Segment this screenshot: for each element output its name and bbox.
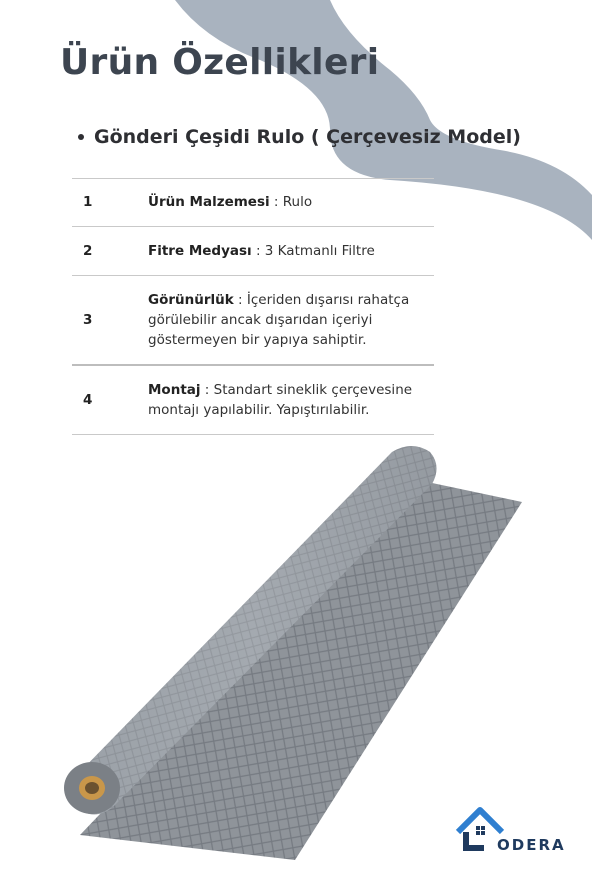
spec-description [146,178,434,227]
spec-label: Ürün Malzemesi [148,194,270,210]
page-title: Ürün Özellikleri [60,42,380,83]
spec-separator: : [233,292,247,308]
spec-row [72,178,434,227]
spec-value: Rulo [282,194,313,210]
spec-number: 1 [83,194,93,210]
spec-value: İçeriden dışarısı rahatça görülebilir ancak dışarıdan içeriyi göstermeyen bir yapıya sahiptir. [148,292,410,348]
spec-label: Fitre Medyası [148,243,252,259]
spec-label: Görünürlük [148,292,234,308]
spec-separator: : [269,194,283,210]
bullet-dot-icon [78,134,84,140]
spec-value: Standart sineklik çerçevesine montajı yapılabilir. Yapıştırılabilir. [148,382,413,418]
spec-row [72,365,434,435]
delivery-type-bullet [78,126,521,148]
spec-separator: : [200,382,214,398]
delivery-type-text: Gönderi Çeşidi Rulo ( Çerçevesiz Model) [94,126,521,148]
spec-value: 3 Katmanlı Filtre [264,243,375,259]
spec-label: Montaj [148,382,201,398]
spec-separator: : [251,243,265,259]
spec-description [146,365,434,435]
spec-row [72,276,434,366]
spec-description [146,227,434,276]
spec-number: 3 [83,312,93,328]
spec-row [72,227,434,276]
spec-number: 2 [83,243,93,259]
spec-description [146,276,434,366]
brand-name: ODERA [497,836,566,854]
spec-table [72,178,434,435]
spec-number: 4 [83,392,93,408]
